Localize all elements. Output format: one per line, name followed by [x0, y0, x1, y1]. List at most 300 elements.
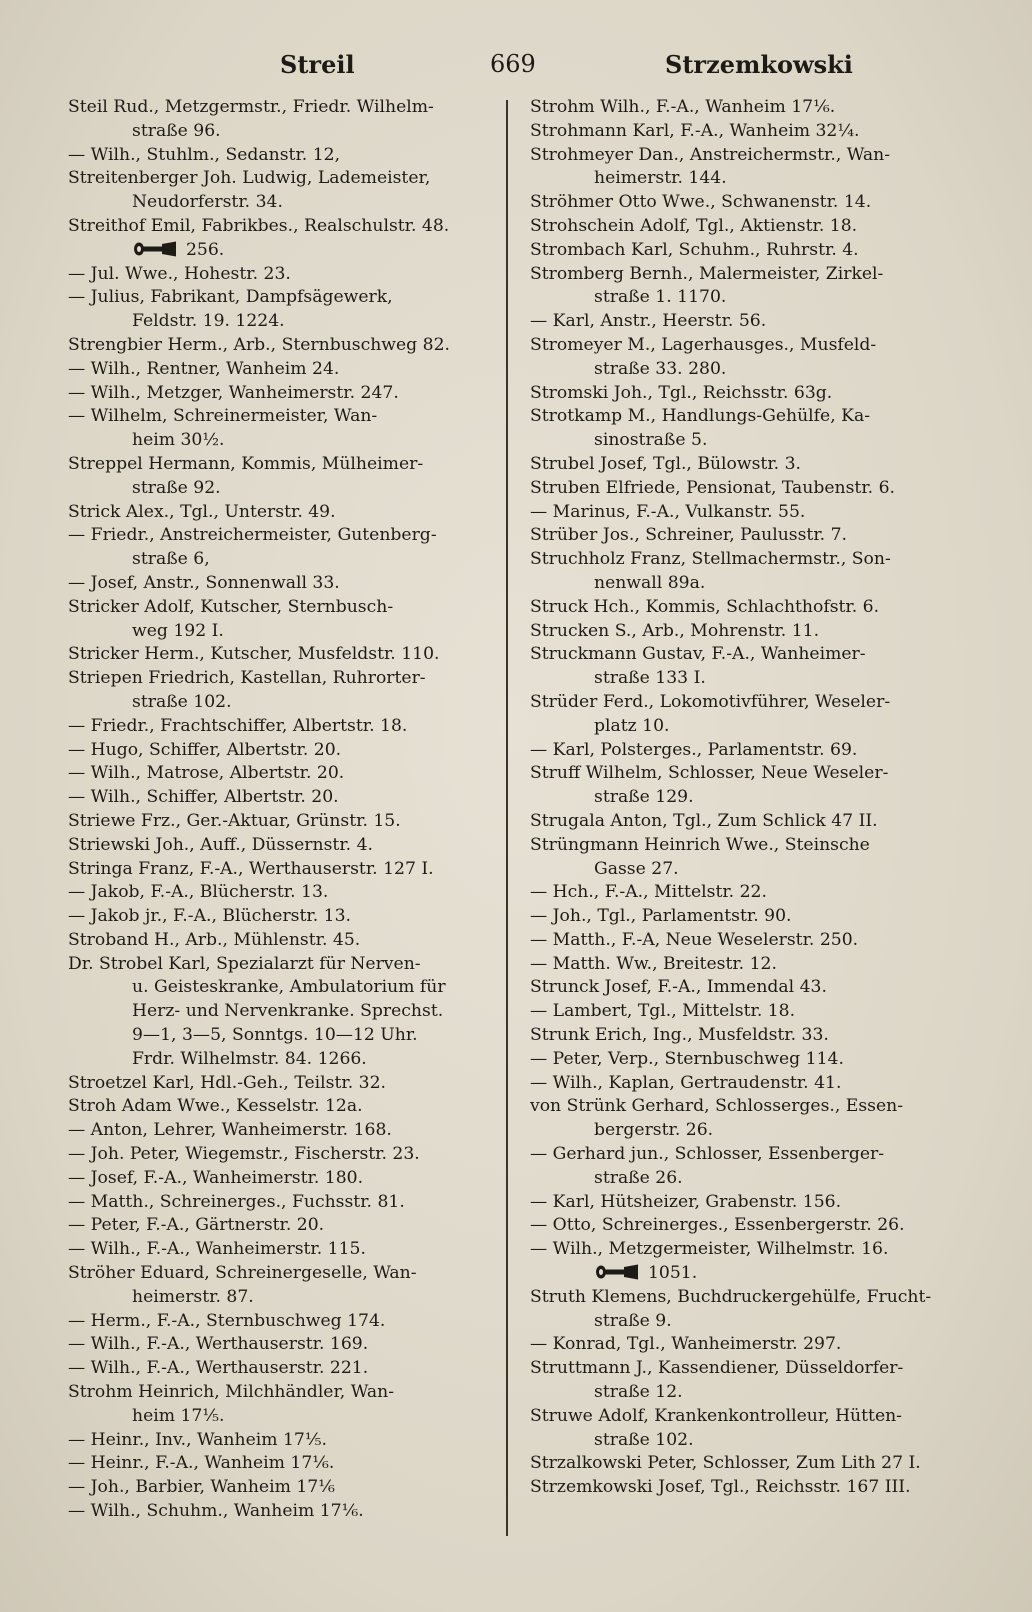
entry-text: Dr. Strobel Karl, Spezialarzt für Nerven- — [68, 953, 421, 974]
entry-line — [68, 953, 498, 977]
directory-entry — [530, 1191, 962, 1215]
entry-text: Struben Elfriede, Pensionat, Taubenstr. 6. — [530, 477, 895, 498]
directory-entry — [530, 120, 962, 144]
directory-entry — [68, 643, 498, 667]
entry-text: straße 6, — [132, 549, 210, 570]
entry-text: straße 92. — [132, 477, 221, 498]
entry-line — [530, 144, 962, 168]
directory-entry — [68, 572, 498, 596]
entry-line — [68, 643, 498, 667]
entry-line — [68, 1238, 498, 1262]
entry-text: Streithof Emil, Fabrikbes., Realschulstr. 48. — [68, 215, 450, 236]
entry-continuation — [530, 1262, 962, 1286]
directory-entry — [68, 929, 498, 953]
entry-line — [530, 620, 962, 644]
entry-text: — Wilhelm, Schreinermeister, Wan- — [68, 406, 378, 427]
directory-entry — [68, 1143, 498, 1167]
entry-text: straße 102. — [132, 691, 232, 712]
entry-text: Strotkamp M., Handlungs-Gehülfe, Ka- — [530, 406, 871, 427]
entry-line — [68, 1072, 498, 1096]
entry-text: Strüber Jos., Schreiner, Paulusstr. 7. — [530, 525, 847, 546]
page-number: 669 — [490, 50, 536, 78]
entry-line — [68, 929, 498, 953]
entry-line — [68, 286, 498, 310]
entry-line — [530, 929, 962, 953]
entry-text: 256. — [186, 239, 225, 260]
entry-line — [530, 643, 962, 667]
entry-text: — Hch., F.-A., Mittelstr. 22. — [530, 882, 767, 903]
entry-line — [530, 1072, 962, 1096]
entry-line — [68, 453, 498, 477]
entry-text: Neudorferstr. 34. — [132, 192, 283, 213]
directory-entry — [530, 1333, 962, 1357]
entry-text: von Strünk Gerhard, Schlosserges., Essen- — [530, 1096, 904, 1117]
entry-text: u. Geisteskranke, Ambulatorium für — [132, 977, 446, 998]
entry-line — [68, 905, 498, 929]
directory-entry — [530, 382, 962, 406]
entry-text: Strzalkowski Peter, Schlosser, Zum Lith 27 I. — [530, 1453, 921, 1474]
entry-continuation — [68, 120, 498, 144]
entry-line — [530, 1405, 962, 1429]
entry-line — [68, 1381, 498, 1405]
entry-text: Stromberg Bernh., Malermeister, Zirkel- — [530, 263, 884, 284]
directory-entry — [530, 762, 962, 810]
directory-entry — [530, 548, 962, 596]
entry-text: — Wilh., F.-A., Wanheimerstr. 115. — [68, 1239, 366, 1260]
entry-line — [530, 524, 962, 548]
directory-entry — [68, 881, 498, 905]
entry-line — [68, 1500, 498, 1524]
entry-line — [530, 1452, 962, 1476]
entry-continuation — [68, 976, 498, 1000]
entry-text: Strunck Josef, F.-A., Immendal 43. — [530, 977, 827, 998]
entry-text: Strohmeyer Dan., Anstreichermstr., Wan- — [530, 144, 891, 165]
entry-text: heimerstr. 87. — [132, 1286, 254, 1307]
entry-text: Struttmann J., Kassendiener, Düsseldorfer- — [530, 1358, 904, 1379]
directory-entry — [530, 1357, 962, 1405]
entry-text: Strunk Erich, Ing., Musfeldstr. 33. — [530, 1025, 829, 1046]
directory-entry — [68, 1262, 498, 1310]
directory-entry — [68, 334, 498, 358]
entry-text: — Jul. Wwe., Hohestr. 23. — [68, 263, 291, 284]
entry-line — [68, 334, 498, 358]
entry-text: Stringa Franz, F.-A., Werthauserstr. 127 I. — [68, 858, 434, 879]
entry-text: Struckmann Gustav, F.-A., Wanheimer- — [530, 644, 866, 665]
entry-line — [68, 739, 498, 763]
entry-text: Herz- und Nervenkranke. Sprechst. — [132, 1001, 444, 1022]
entry-line — [68, 834, 498, 858]
entry-line — [530, 215, 962, 239]
entry-text: Steil Rud., Metzgermstr., Friedr. Wilhelm- — [68, 97, 434, 117]
entry-text: Strohschein Adolf, Tgl., Aktienstr. 18. — [530, 215, 858, 236]
directory-entry — [68, 1072, 498, 1096]
entry-text: straße 133 I. — [594, 668, 706, 689]
entry-line — [530, 810, 962, 834]
entry-line — [68, 167, 498, 191]
directory-entry — [68, 382, 498, 406]
header-last-name: Strzemkowski — [665, 50, 853, 79]
entry-continuation — [68, 1000, 498, 1024]
entry-text: — Peter, Verp., Sternbuschweg 114. — [530, 1048, 844, 1069]
directory-entry — [68, 1167, 498, 1191]
entry-text: straße 1. 1170. — [594, 287, 727, 308]
entry-line — [530, 453, 962, 477]
entry-text: Streitenberger Joh. Ludwig, Lademeister, — [68, 168, 431, 189]
entry-continuation — [530, 572, 962, 596]
entry-text: heim 30½. — [132, 430, 225, 451]
directory-entry — [68, 1333, 498, 1357]
entry-line — [68, 572, 498, 596]
entry-line — [68, 215, 498, 239]
entry-text: heimerstr. 144. — [594, 168, 727, 189]
directory-entry — [68, 1119, 498, 1143]
directory-entry — [530, 1476, 962, 1500]
entry-continuation — [68, 620, 498, 644]
directory-entry — [68, 1476, 498, 1500]
entry-line — [530, 239, 962, 263]
entry-text: — Matth., Schreinerges., Fuchsstr. 81. — [68, 1191, 405, 1212]
entry-line — [530, 263, 962, 287]
directory-entry — [68, 810, 498, 834]
entry-line — [68, 1214, 498, 1238]
right-column — [530, 96, 962, 1500]
entry-continuation — [530, 429, 962, 453]
entry-line — [68, 715, 498, 739]
entry-continuation — [530, 1381, 962, 1405]
entry-line — [68, 858, 498, 882]
entry-line — [68, 1119, 498, 1143]
directory-entry — [68, 739, 498, 763]
entry-text: Striepen Friedrich, Kastellan, Ruhrorter- — [68, 668, 426, 689]
entry-line — [68, 405, 498, 429]
entry-line — [68, 786, 498, 810]
entry-line — [530, 1333, 962, 1357]
directory-entry — [530, 1214, 962, 1238]
entry-text: — Matth. Ww., Breitestr. 12. — [530, 953, 777, 974]
entry-text: nenwall 89a. — [594, 572, 706, 593]
entry-line — [530, 334, 962, 358]
entry-line — [530, 1000, 962, 1024]
entry-text: Strick Alex., Tgl., Unterstr. 49. — [68, 501, 336, 522]
directory-entry — [68, 524, 498, 572]
directory-entry — [530, 453, 962, 477]
entry-continuation — [68, 1405, 498, 1429]
directory-entry — [530, 1072, 962, 1096]
header-first-name: Streil — [280, 50, 355, 79]
entry-line — [530, 739, 962, 763]
directory-entry — [68, 167, 498, 215]
entry-text: — Wilh., Metzgermeister, Wilhelmstr. 16. — [530, 1239, 889, 1260]
entry-text: Strüder Ferd., Lokomotivführer, Weseler- — [530, 691, 891, 712]
entry-continuation — [530, 1119, 962, 1143]
entry-text: — Wilh., Rentner, Wanheim 24. — [68, 358, 340, 379]
entry-continuation — [68, 1048, 498, 1072]
entry-continuation — [68, 429, 498, 453]
entry-line — [68, 96, 498, 120]
entry-line — [530, 691, 962, 715]
entry-text: — Wilh., Schuhm., Wanheim 17⅙. — [68, 1501, 364, 1522]
directory-entry — [68, 144, 498, 168]
directory-entry — [530, 144, 962, 192]
entry-text: Ströhmer Otto Wwe., Schwanenstr. 14. — [530, 192, 872, 213]
entry-text: Strohm Heinrich, Milchhändler, Wan- — [68, 1382, 395, 1403]
entry-text: — Wilh., F.-A., Werthauserstr. 169. — [68, 1334, 369, 1355]
entry-continuation — [68, 239, 498, 263]
entry-text: — Gerhard jun., Schlosser, Essenberger- — [530, 1144, 885, 1165]
entry-text: — Josef, F.-A., Wanheimerstr. 180. — [68, 1167, 364, 1188]
entry-line — [68, 1429, 498, 1453]
entry-line — [68, 358, 498, 382]
entry-line — [68, 1452, 498, 1476]
entry-text: — Peter, F.-A., Gärtnerstr. 20. — [68, 1215, 325, 1236]
entry-text: — Wilh., Kaplan, Gertraudenstr. 41. — [530, 1072, 842, 1093]
entry-text: straße 9. — [594, 1310, 672, 1331]
entry-text: — Wilh., Matrose, Albertstr. 20. — [68, 763, 345, 784]
entry-line — [530, 405, 962, 429]
entry-text: — Anton, Lehrer, Wanheimerstr. 168. — [68, 1120, 392, 1141]
entry-line — [68, 382, 498, 406]
directory-entry — [68, 953, 498, 1072]
directory-entry — [530, 905, 962, 929]
entry-text: Striewe Frz., Ger.-Aktuar, Grünstr. 15. — [68, 810, 401, 831]
entry-continuation — [530, 1167, 962, 1191]
entry-continuation — [530, 1310, 962, 1334]
entry-text: straße 26. — [594, 1167, 683, 1188]
directory-entry — [530, 239, 962, 263]
entry-text: straße 102. — [594, 1429, 694, 1450]
entry-text: — Karl, Anstr., Heerstr. 56. — [530, 311, 767, 332]
directory-entry — [530, 1143, 962, 1191]
entry-continuation — [530, 786, 962, 810]
entry-line — [530, 1238, 962, 1262]
directory-entry — [530, 1024, 962, 1048]
entry-line — [530, 976, 962, 1000]
entry-continuation — [68, 691, 498, 715]
entry-text: 1051. — [648, 1263, 698, 1284]
entry-text: — Joh., Tgl., Parlamentstr. 90. — [530, 906, 792, 927]
directory-entry — [530, 215, 962, 239]
entry-continuation — [68, 548, 498, 572]
entry-text: — Wilh., Metzger, Wanheimerstr. 247. — [68, 382, 399, 403]
entry-text: — Herm., F.-A., Sternbuschweg 174. — [68, 1310, 386, 1331]
entry-text: — Wilh., F.-A., Werthauserstr. 221. — [68, 1358, 369, 1379]
entry-text: — Konrad, Tgl., Wanheimerstr. 297. — [530, 1334, 842, 1355]
entry-text: bergerstr. 26. — [594, 1120, 714, 1141]
directory-entry — [530, 929, 962, 953]
entry-text: straße 33. 280. — [594, 358, 727, 379]
directory-entry — [68, 834, 498, 858]
entry-text: Stricker Adolf, Kutscher, Sternbusch- — [68, 596, 394, 617]
entry-text: — Hugo, Schiffer, Albertstr. 20. — [68, 739, 342, 760]
entry-text: — Heinr., F.-A., Wanheim 17⅙. — [68, 1453, 335, 1474]
directory-entry — [530, 501, 962, 525]
directory-entry — [530, 1452, 962, 1476]
entry-text: straße 12. — [594, 1382, 683, 1403]
entry-text: Ströher Eduard, Schreinergeselle, Wan- — [68, 1263, 417, 1284]
telephone-icon — [132, 241, 180, 257]
directory-entry — [530, 739, 962, 763]
entry-text: — Josef, Anstr., Sonnenwall 33. — [68, 572, 340, 593]
directory-entry — [68, 667, 498, 715]
directory-entry — [530, 1048, 962, 1072]
entry-text: Stromski Joh., Tgl., Reichsstr. 63g. — [530, 382, 833, 403]
entry-line — [530, 1286, 962, 1310]
directory-entry — [68, 358, 498, 382]
entry-continuation — [530, 1429, 962, 1453]
directory-entry — [530, 691, 962, 739]
directory-entry — [68, 786, 498, 810]
directory-entry — [68, 453, 498, 501]
entry-text: — Karl, Polsterges., Parlamentstr. 69. — [530, 739, 858, 760]
entry-text: Streppel Hermann, Kommis, Mülheimer- — [68, 453, 424, 474]
entry-text: Stricker Herm., Kutscher, Musfeldstr. 110. — [68, 644, 440, 665]
entry-continuation — [68, 1286, 498, 1310]
entry-line — [68, 1191, 498, 1215]
entry-continuation — [530, 667, 962, 691]
directory-entry — [68, 1238, 498, 1262]
directory-entry — [530, 477, 962, 501]
directory-entry — [68, 858, 498, 882]
entry-text: straße 96. — [132, 120, 221, 141]
entry-continuation — [68, 477, 498, 501]
directory-entry — [68, 1214, 498, 1238]
directory-entry — [530, 1405, 962, 1453]
telephone-icon — [594, 1264, 642, 1280]
entry-line — [68, 881, 498, 905]
entry-text: — Julius, Fabrikant, Dampfsägewerk, — [68, 287, 393, 308]
entry-continuation — [530, 167, 962, 191]
directory-entry — [530, 96, 962, 120]
left-column — [68, 96, 498, 1524]
directory-entry — [530, 1238, 962, 1286]
entry-text: Stromeyer M., Lagerhausges., Musfeld- — [530, 334, 877, 355]
entry-text: Strucken S., Arb., Mohrenstr. 11. — [530, 620, 820, 641]
entry-line — [530, 953, 962, 977]
entry-text: — Otto, Schreinerges., Essenbergerstr. 26. — [530, 1215, 905, 1236]
entry-line — [530, 310, 962, 334]
directory-entry — [530, 953, 962, 977]
entry-line — [68, 1333, 498, 1357]
directory-entry — [68, 1381, 498, 1429]
entry-line — [530, 120, 962, 144]
entry-text: Stroh Adam Wwe., Kesselstr. 12a. — [68, 1096, 363, 1117]
entry-text: — Joh., Barbier, Wanheim 17⅙ — [68, 1477, 335, 1498]
directory-entry — [530, 310, 962, 334]
directory-entry — [530, 191, 962, 215]
entry-line — [530, 191, 962, 215]
entry-text: — Heinr., Inv., Wanheim 17⅕. — [68, 1429, 327, 1450]
entry-line — [530, 548, 962, 572]
entry-line — [530, 1214, 962, 1238]
entry-line — [530, 1476, 962, 1500]
entry-text: heim 17⅕. — [132, 1405, 225, 1426]
entry-line — [530, 905, 962, 929]
directory-entry — [530, 810, 962, 834]
column-divider — [506, 100, 508, 1536]
entry-text: — Marinus, F.-A., Vulkanstr. 55. — [530, 501, 806, 522]
directory-entry — [530, 620, 962, 644]
entry-line — [68, 1095, 498, 1119]
entry-line — [530, 1048, 962, 1072]
entry-text: Strugala Anton, Tgl., Zum Schlick 47 II. — [530, 810, 878, 831]
entry-text: Striewski Joh., Auff., Düssernstr. 4. — [68, 834, 373, 855]
entry-continuation — [68, 310, 498, 334]
entry-text: — Lambert, Tgl., Mittelstr. 18. — [530, 1001, 796, 1022]
directory-entry — [68, 286, 498, 334]
directory-entry — [68, 501, 498, 525]
directory-entry — [530, 834, 962, 882]
directory-entry — [68, 715, 498, 739]
directory-entry — [68, 905, 498, 929]
entry-line — [530, 1143, 962, 1167]
entry-continuation — [530, 358, 962, 382]
entry-line — [530, 1191, 962, 1215]
entry-line — [530, 1357, 962, 1381]
directory-entry — [530, 881, 962, 905]
entry-line — [68, 1476, 498, 1500]
entry-line — [530, 881, 962, 905]
directory-entry — [68, 215, 498, 263]
entry-line — [530, 834, 962, 858]
directory-entry — [68, 762, 498, 786]
entry-line — [68, 762, 498, 786]
entry-line — [68, 1310, 498, 1334]
entry-continuation — [530, 286, 962, 310]
page-header — [60, 50, 972, 90]
entry-text: Struth Klemens, Buchdruckergehülfe, Frucht- — [530, 1286, 932, 1307]
directory-entry — [530, 976, 962, 1000]
entry-line — [530, 501, 962, 525]
directory-entry — [68, 1500, 498, 1524]
entry-line — [68, 1262, 498, 1286]
entry-line — [530, 1024, 962, 1048]
directory-entry — [530, 596, 962, 620]
entry-line — [68, 501, 498, 525]
entry-text: Struwe Adolf, Krankenkontrolleur, Hütten- — [530, 1405, 902, 1426]
entry-text: Stroetzel Karl, Hdl.-Geh., Teilstr. 32. — [68, 1072, 386, 1093]
entry-text: — Jakob jr., F.-A., Blücherstr. 13. — [68, 906, 351, 927]
directory-entry — [68, 263, 498, 287]
entry-line — [530, 382, 962, 406]
directory-entry — [530, 524, 962, 548]
entry-text: Strohmann Karl, F.-A., Wanheim 32¼. — [530, 120, 860, 141]
entry-continuation — [68, 191, 498, 215]
entry-text: — Joh. Peter, Wiegemstr., Fischerstr. 23. — [68, 1144, 420, 1165]
entry-line — [68, 524, 498, 548]
entry-text: Strzemkowski Josef, Tgl., Reichsstr. 167 III. — [530, 1477, 911, 1498]
directory-entry — [68, 1429, 498, 1453]
entry-text: Strüngmann Heinrich Wwe., Steinsche — [530, 834, 870, 855]
entry-line — [530, 96, 962, 120]
directory-entry — [530, 1000, 962, 1024]
directory-entry — [68, 96, 498, 144]
entry-text: Feldstr. 19. 1224. — [132, 311, 285, 332]
entry-line — [68, 1167, 498, 1191]
directory-entry — [530, 405, 962, 453]
entry-text: weg 192 I. — [132, 620, 224, 641]
entry-text: Strohm Wilh., F.-A., Wanheim 17⅙. — [530, 97, 836, 117]
directory-entry — [68, 1191, 498, 1215]
entry-text: straße 129. — [594, 787, 694, 808]
entry-line — [68, 667, 498, 691]
directory-entry — [68, 405, 498, 453]
entry-line — [68, 596, 498, 620]
entry-continuation — [530, 858, 962, 882]
entry-text: — Friedr., Anstreichermeister, Gutenberg- — [68, 525, 437, 546]
directory-entry — [530, 643, 962, 691]
directory-entry — [68, 1357, 498, 1381]
directory-entry — [68, 596, 498, 644]
